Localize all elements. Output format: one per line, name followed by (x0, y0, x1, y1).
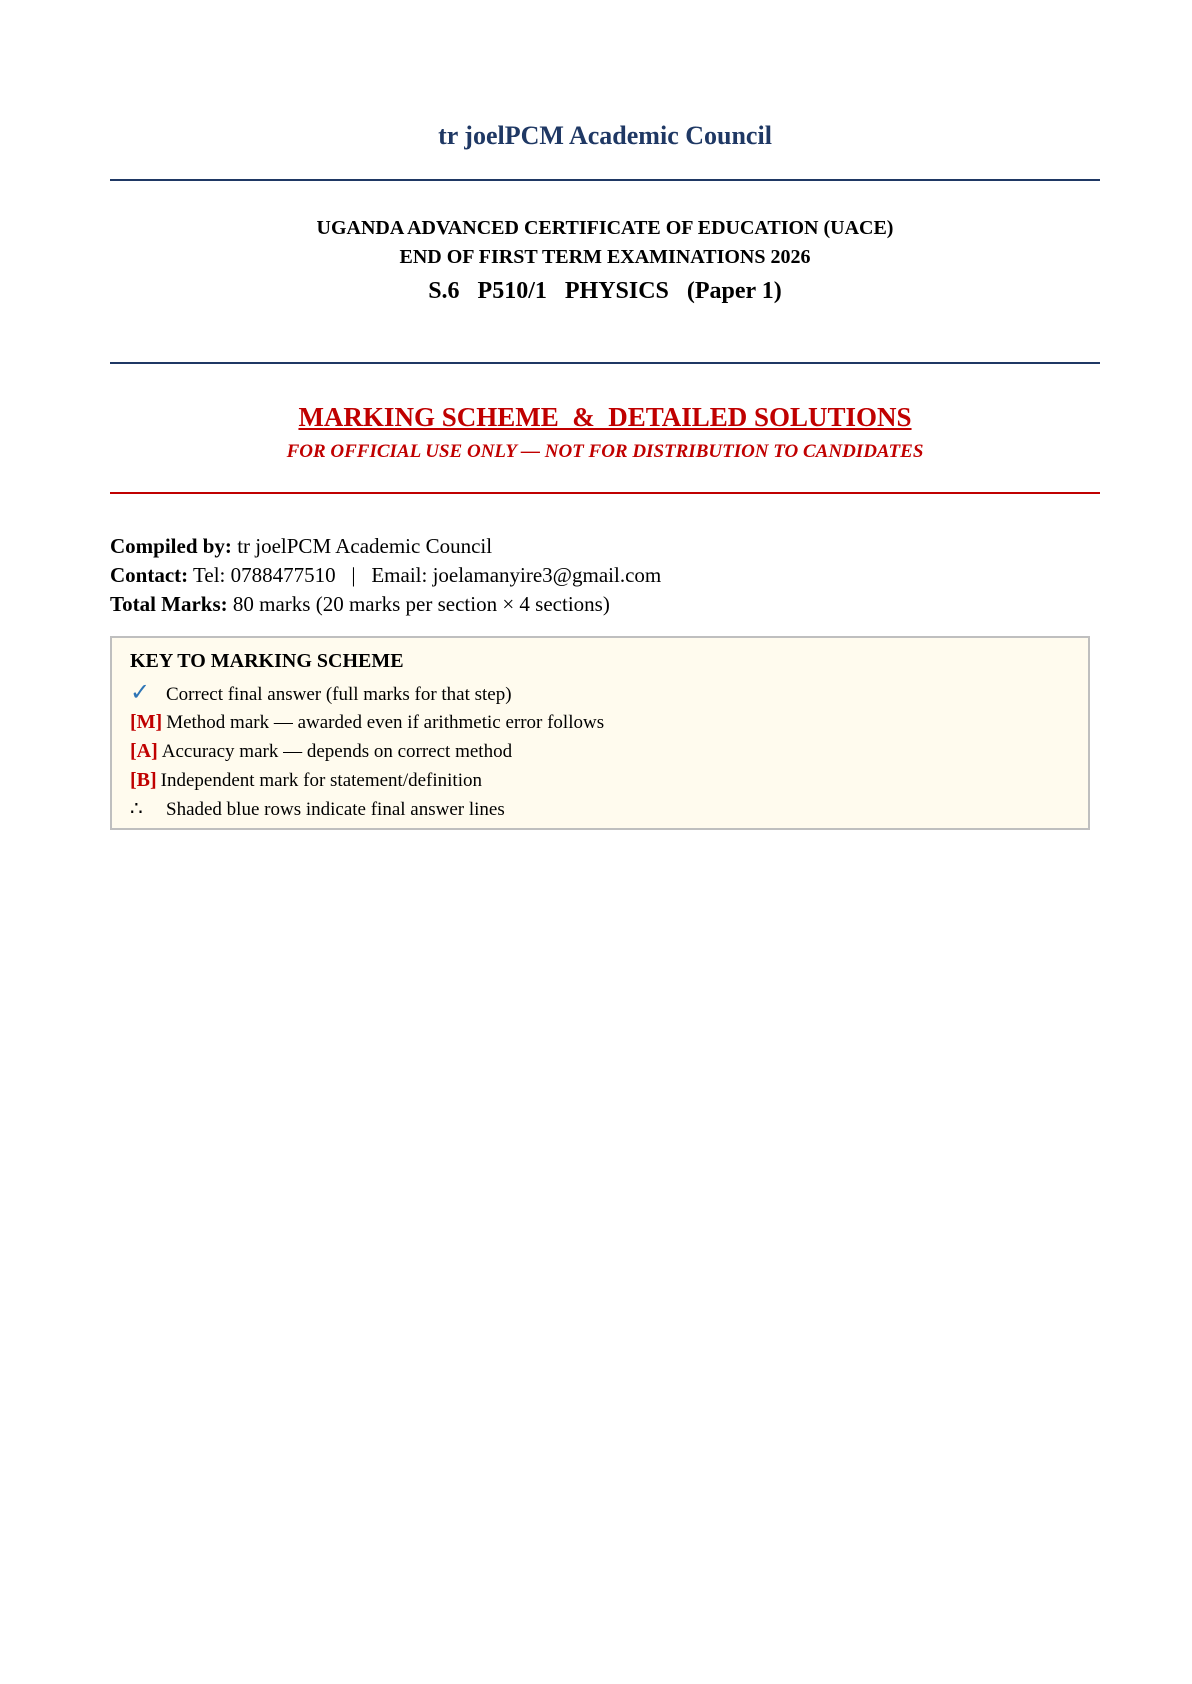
contact-label: Contact: (110, 563, 189, 587)
marking-scheme-title: MARKING SCHEME & DETAILED SOLUTIONS (298, 402, 912, 432)
key-title: KEY TO MARKING SCHEME (130, 650, 404, 672)
method-mark-symbol: [M] (130, 711, 163, 733)
compiled-by-value: tr joelPCM Academic Council (231, 534, 493, 558)
compiled-by-label: Compiled by: (110, 534, 232, 558)
key-item-method (130, 709, 604, 736)
header-divider (110, 179, 1100, 181)
paper-line: S.6 P510/1 PHYSICS (Paper 1) (428, 278, 782, 304)
exam-name: UGANDA ADVANCED CERTIFICATE OF EDUCATION (UACE) (316, 217, 894, 239)
key-item-desc: Independent mark for statement/definition (160, 770, 482, 791)
organization-title: tr joelPCM Academic Council (438, 121, 772, 150)
therefore-icon: ∴ (130, 798, 143, 820)
accuracy-mark-symbol: [A] (130, 740, 158, 762)
exam-term: END OF FIRST TERM EXAMINATIONS 2026 (399, 246, 811, 268)
key-item-independent (130, 767, 482, 794)
key-item-desc: Shaded blue rows indicate final answer lines (166, 799, 505, 820)
key-item-desc: Correct final answer (full marks for that step) (166, 684, 512, 705)
key-item-final-answer (130, 796, 505, 823)
official-use-notice: FOR OFFICIAL USE ONLY — NOT FOR DISTRIBUTION TO CANDIDATES (286, 441, 924, 462)
key-item-correct (130, 680, 512, 708)
checkmark-icon: ✓ (130, 680, 151, 706)
total-marks-line (110, 590, 610, 618)
key-item-accuracy (130, 738, 512, 765)
total-marks-value: 80 marks (20 marks per section × 4 sections) (227, 592, 610, 616)
contact-value: Tel: 0788477510 | Email: joelamanyire3@gmail.com (188, 563, 662, 587)
contact-line (110, 561, 661, 589)
compiled-by-line (110, 532, 492, 560)
independent-mark-symbol: [B] (130, 769, 157, 791)
section-divider (110, 362, 1100, 364)
red-divider (110, 492, 1100, 494)
marking-key-box (110, 636, 1090, 830)
total-marks-label: Total Marks: (110, 592, 228, 616)
key-item-desc: Method mark — awarded even if arithmetic error follows (166, 712, 605, 733)
key-item-desc: Accuracy mark — depends on correct method (161, 741, 513, 762)
